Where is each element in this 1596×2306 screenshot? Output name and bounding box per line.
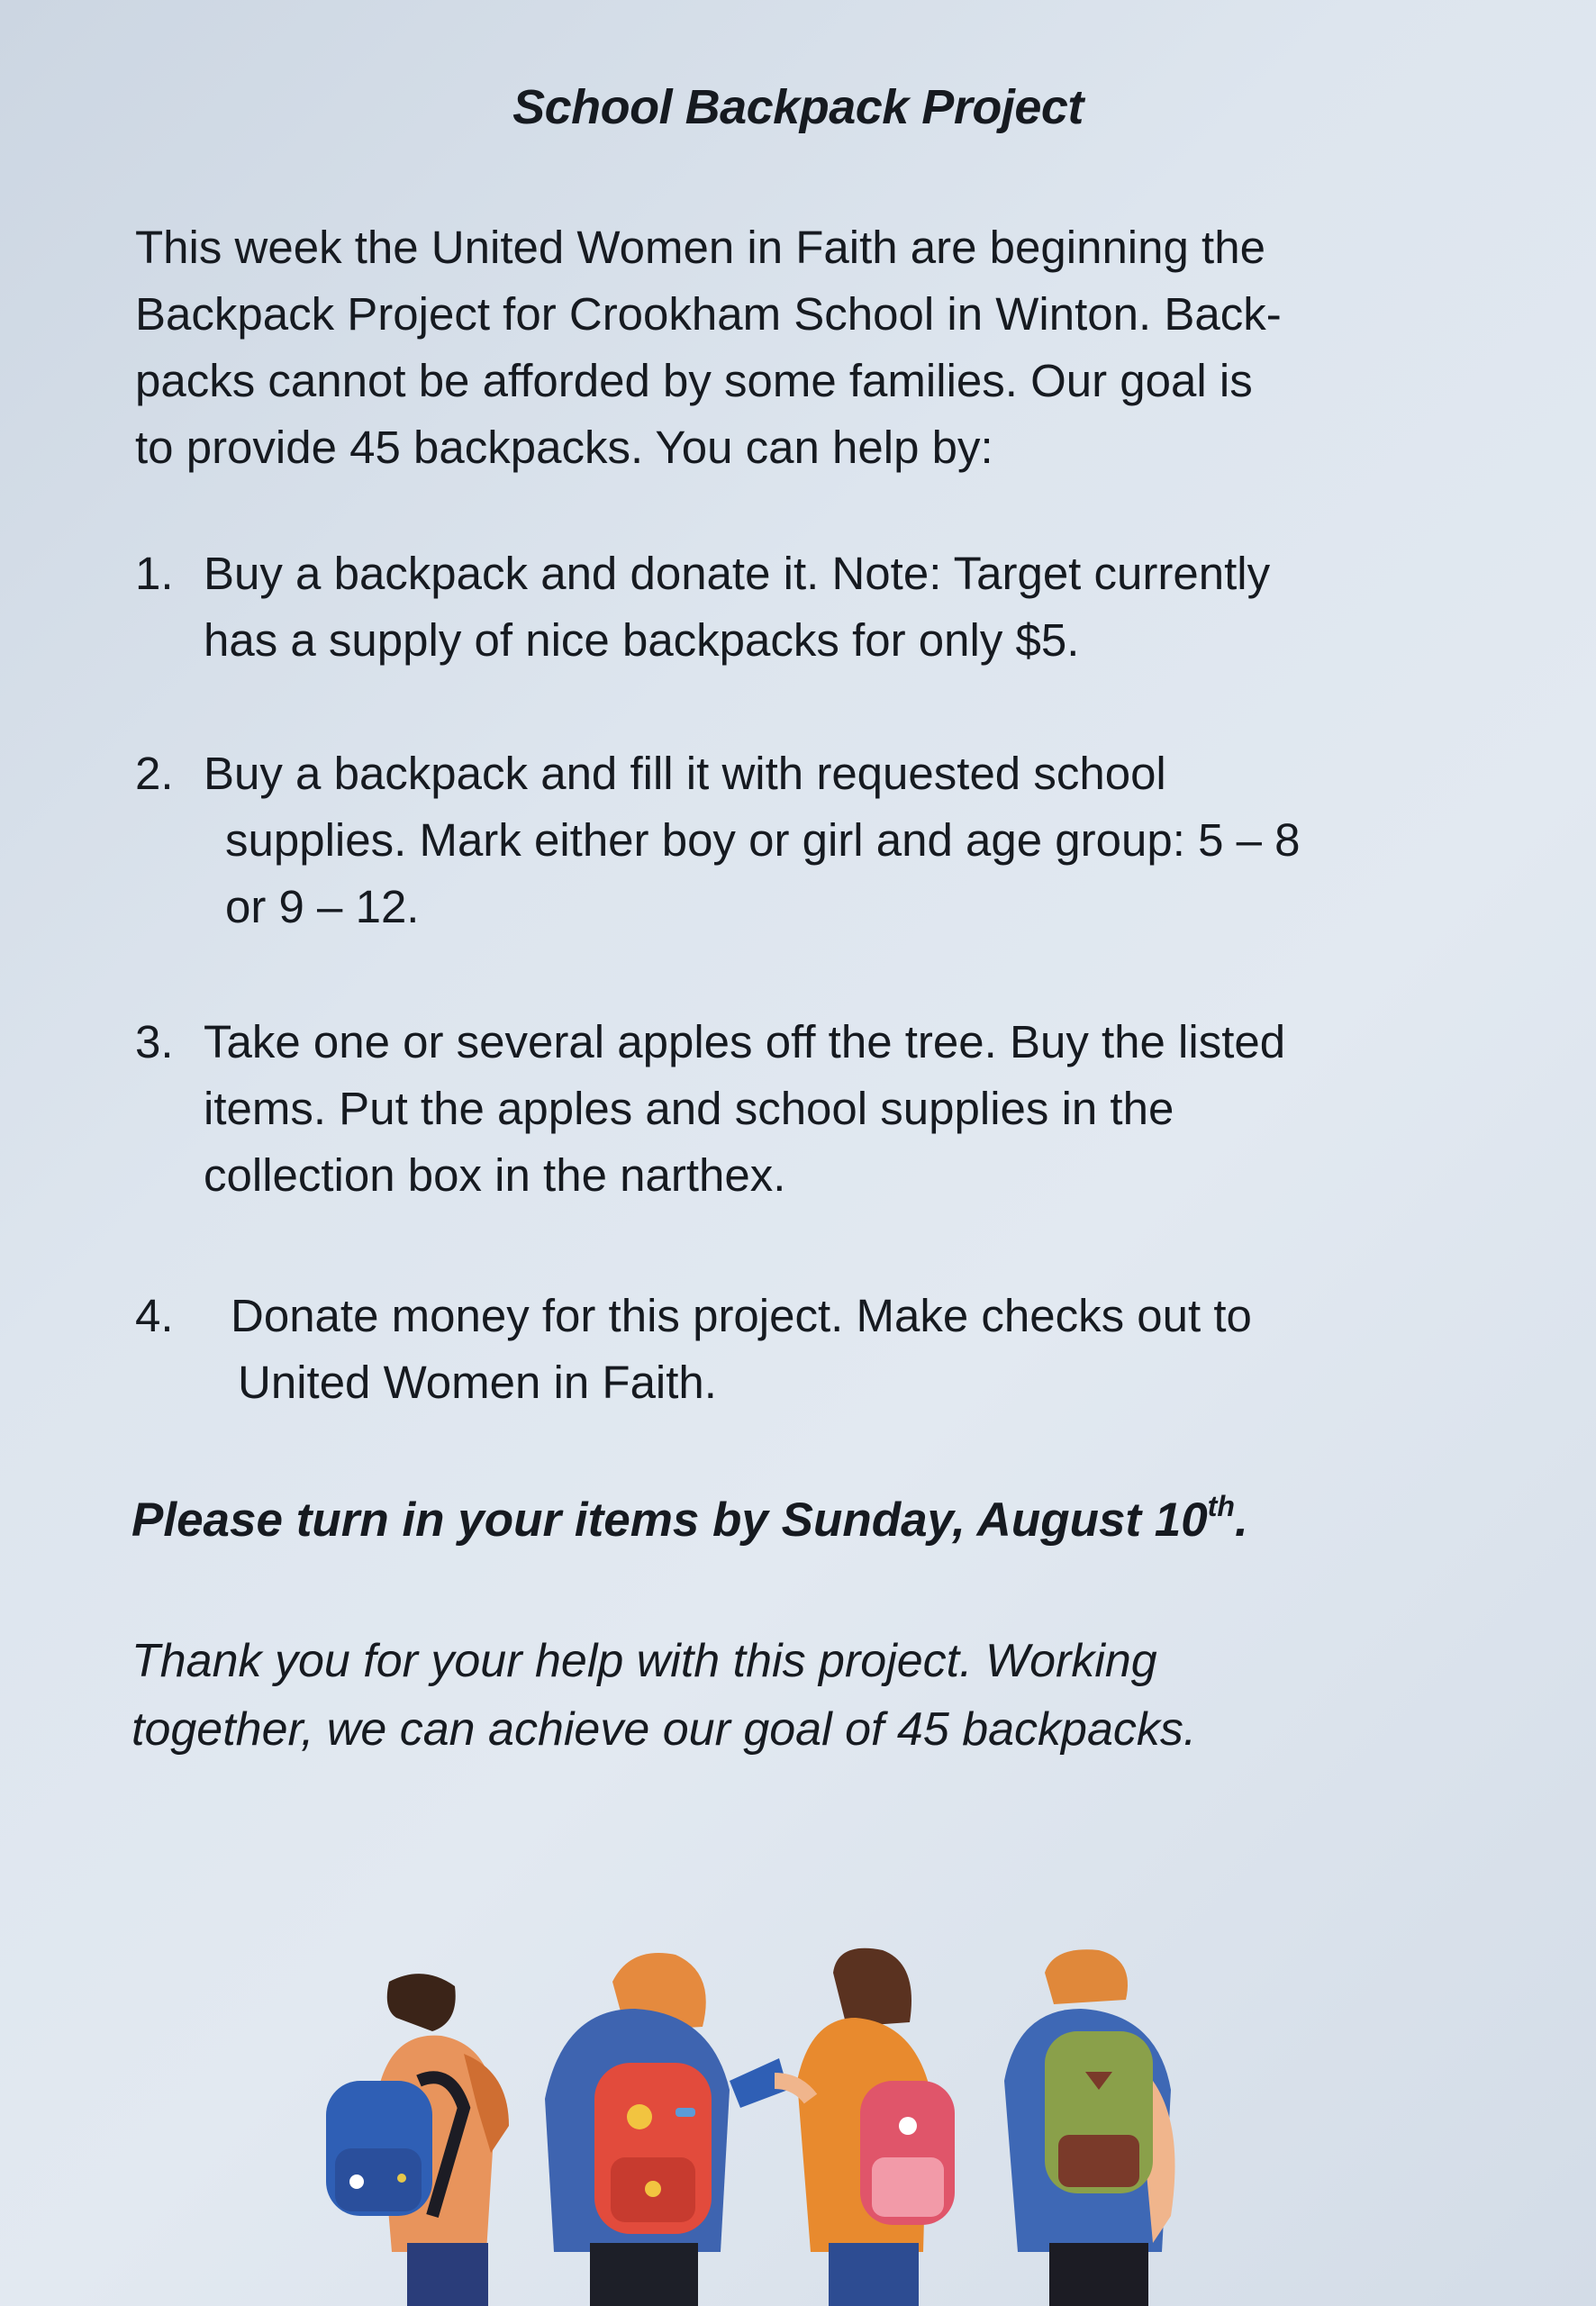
student-2-backpack [594,2063,712,2234]
students-with-backpacks-illustration [306,1946,1297,2306]
intro-paragraph [135,214,1486,481]
list-line: or 9 – 12. [225,881,420,932]
list-number: 3. [135,1016,174,1067]
list-line: Buy a backpack and fill it with requested school [204,748,1166,799]
list-number: 4. [135,1290,174,1341]
list-line: supplies. Mark either boy or girl and age group: 5 – 8 [225,814,1301,866]
list-line: collection box in the narthex. [204,1149,786,1201]
flyer-title: School Backpack Project [512,80,1084,134]
intro-line: to provide 45 backpacks. You can help by: [135,422,993,473]
list-number: 2. [135,748,174,799]
list-line: items. Put the apples and school supplies in the [204,1083,1174,1134]
deadline-text: Please turn in your items by Sunday, August 10 [131,1493,1208,1547]
list-item-3 [135,1009,1504,1209]
deadline-period: . [1234,1493,1248,1547]
list-number: 1. [135,548,174,599]
deadline-notice [131,1490,1248,1548]
intro-line: packs cannot be afforded by some families. Our goal is [135,355,1253,406]
intro-line: This week the United Women in Faith are beginning the [135,222,1265,273]
list-line: United Women in Faith. [238,1357,717,1408]
list-line: Buy a backpack and donate it. Note: Target currently [204,548,1271,599]
thank-you-message [131,1627,1196,1764]
list-line: Donate money for this project. Make checks out to [231,1290,1252,1341]
list-item-1 [135,540,1504,674]
list-item-4 [135,1283,1504,1416]
thanks-line: Thank you for your help with this project. Working [131,1635,1157,1687]
deadline-ordinal: th [1207,1490,1235,1522]
intro-line: Backpack Project for Crookham School in Winton. Back- [135,288,1282,340]
thanks-line: together, we can achieve our goal of 45 backpacks. [131,1703,1197,1756]
list-item-2 [135,740,1504,940]
list-line: Take one or several apples off the tree. Buy the listed [204,1016,1286,1067]
list-line: has a supply of nice backpacks for only $5. [204,614,1080,666]
student-3-backpack [860,2081,955,2225]
student-4-backpack [1045,2031,1153,2193]
